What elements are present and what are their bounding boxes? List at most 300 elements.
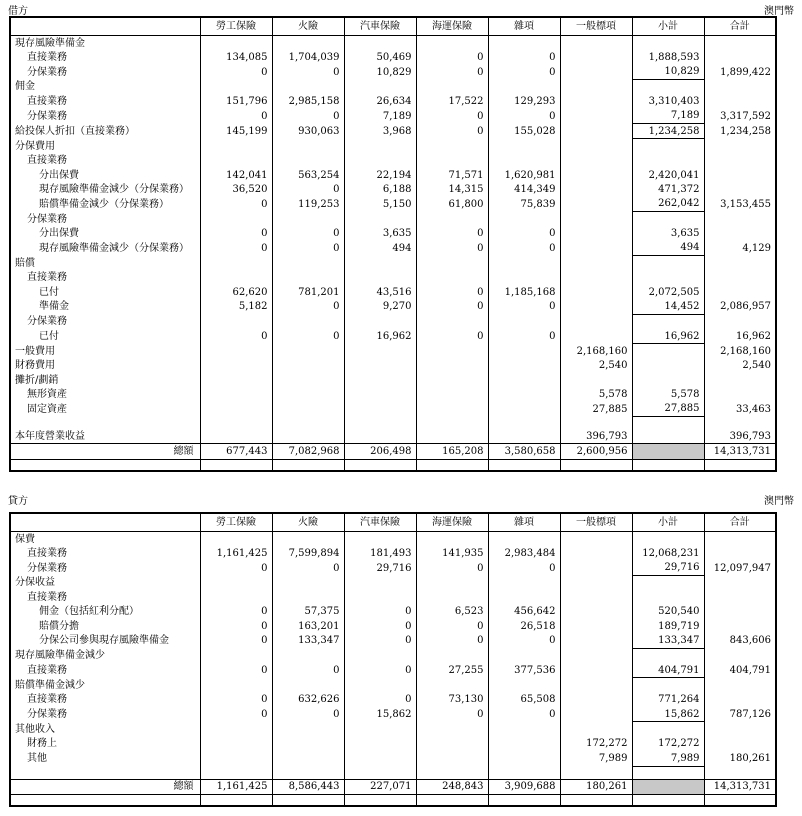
cell-value: [560, 314, 632, 329]
cell-value: [704, 605, 776, 619]
cell-value: [344, 373, 416, 387]
footer-cell: [632, 459, 704, 471]
column-header: 汽車保險: [344, 17, 416, 36]
cell-value: [704, 693, 776, 707]
footer-cell: [560, 794, 632, 806]
cell-value: [272, 751, 344, 766]
cell-value: [488, 576, 560, 591]
footer-cell: [416, 794, 488, 806]
total-value: 3,909,688: [488, 779, 560, 794]
cell-value: [560, 633, 632, 648]
cell-value: [344, 314, 416, 329]
column-header: 火險: [272, 17, 344, 36]
total-row: [10, 779, 776, 794]
cell-value: 0: [272, 109, 344, 124]
cell-value: 0: [488, 329, 560, 344]
cell-value: [560, 80, 632, 95]
cell-value: 119,253: [272, 197, 344, 212]
total-value: 14,313,731: [704, 444, 776, 459]
cell-value: 29,716: [344, 561, 416, 576]
cell-value: [560, 109, 632, 124]
cell-value: 3,153,455: [704, 197, 776, 212]
cell-value: [704, 387, 776, 401]
cell-value: 2,540: [704, 359, 776, 373]
header-blank: [10, 17, 200, 36]
table-row: [10, 722, 776, 737]
cell-value: 12,097,947: [704, 561, 776, 576]
cell-value: 7,989: [632, 751, 704, 766]
cell-value: 129,293: [488, 94, 560, 108]
cell-value: [200, 154, 272, 168]
row-label: 分保業務: [27, 66, 67, 78]
row-label: 財務上: [27, 738, 57, 750]
section-header: [0, 490, 802, 506]
total-value: [632, 444, 704, 459]
cell-value: [344, 429, 416, 444]
cell-value: [704, 373, 776, 387]
cell-value: [704, 271, 776, 285]
cell-value: 15,862: [632, 707, 704, 722]
cell-value: [560, 416, 632, 429]
cell-value: [344, 36, 416, 51]
cell-value: [272, 80, 344, 95]
cell-value: [200, 722, 272, 737]
footer-row: [10, 459, 776, 471]
cell-value: [704, 648, 776, 663]
cell-value: 0: [416, 50, 488, 64]
cell-value: [200, 532, 272, 547]
table-row: [10, 139, 776, 154]
cell-value: 404,791: [704, 663, 776, 678]
cell-value: 0: [488, 226, 560, 240]
cell-value: [272, 429, 344, 444]
cell-value: [488, 402, 560, 417]
row-label: 直接業務: [27, 96, 67, 108]
row-label: 分保收益: [15, 577, 55, 589]
cell-value: 0: [272, 241, 344, 256]
row-label: 佣金: [15, 81, 35, 93]
cell-value: [632, 36, 704, 51]
row-label: 其他收入: [15, 723, 55, 735]
cell-value: [416, 80, 488, 95]
cell-value: [704, 722, 776, 737]
total-value: 3,580,658: [488, 444, 560, 459]
cell-value: [200, 387, 272, 401]
row-label: [10, 766, 200, 779]
cell-value: 0: [200, 241, 272, 256]
cell-value: 155,028: [488, 124, 560, 139]
cell-value: [416, 648, 488, 663]
cell-value: [704, 416, 776, 429]
cell-value: [704, 256, 776, 271]
cell-value: [704, 532, 776, 547]
row-label: 直接業務: [27, 665, 67, 677]
row-label: 財務費用: [15, 360, 55, 372]
section-title: 借方: [8, 6, 28, 17]
cell-value: [560, 94, 632, 108]
cell-value: 2,168,160: [704, 344, 776, 359]
footer-cell: [632, 794, 704, 806]
cell-value: [272, 766, 344, 779]
cell-value: 17,522: [416, 94, 488, 108]
cell-value: 2,086,957: [704, 299, 776, 314]
cell-value: 3,310,403: [632, 94, 704, 108]
total-value: 1,161,425: [200, 779, 272, 794]
cell-value: 16,962: [344, 329, 416, 344]
cell-value: 0: [200, 561, 272, 576]
credit-section: [0, 490, 802, 793]
cell-value: 0: [272, 65, 344, 80]
row-label: 已付: [39, 286, 59, 298]
footer-cell: [344, 794, 416, 806]
column-header: 雜項: [488, 513, 560, 532]
table-row: [10, 737, 776, 751]
table-row: [10, 124, 776, 139]
cell-value: [704, 80, 776, 95]
cell-value: [560, 329, 632, 344]
total-value: 14,313,731: [704, 779, 776, 794]
cell-value: 15,862: [344, 707, 416, 722]
table-row: [10, 256, 776, 271]
cell-value: [632, 359, 704, 373]
total-value: 248,843: [416, 779, 488, 794]
cell-value: [272, 359, 344, 373]
cell-value: [272, 387, 344, 401]
cell-value: 0: [344, 619, 416, 633]
cell-value: [488, 36, 560, 51]
row-label: 直接業務: [27, 592, 67, 604]
cell-value: 396,793: [560, 429, 632, 444]
row-label: 攤折/劃銷: [15, 374, 59, 386]
cell-value: [560, 65, 632, 80]
cell-value: [272, 722, 344, 737]
table-row: [10, 619, 776, 633]
row-label: 保費: [15, 533, 35, 545]
cell-value: [272, 212, 344, 227]
row-label: 分保業務: [27, 562, 67, 574]
footer-cell: [344, 459, 416, 471]
cell-value: [704, 94, 776, 108]
cell-value: [632, 139, 704, 154]
cell-value: 0: [200, 663, 272, 678]
cell-value: [488, 139, 560, 154]
cell-value: 141,935: [416, 546, 488, 560]
cell-value: [560, 197, 632, 212]
cell-value: [416, 678, 488, 693]
cell-value: 2,540: [560, 359, 632, 373]
cell-value: [560, 154, 632, 168]
cell-value: [416, 154, 488, 168]
cell-value: [200, 590, 272, 604]
cell-value: [488, 416, 560, 429]
cell-value: 26,518: [488, 619, 560, 633]
total-value: 180,261: [560, 779, 632, 794]
cell-value: [560, 299, 632, 314]
table-row: [10, 154, 776, 168]
table-row: [10, 416, 776, 429]
cell-value: [344, 402, 416, 417]
cell-value: [560, 693, 632, 707]
total-label: 總額: [10, 444, 200, 459]
table-row: [10, 212, 776, 227]
table-row: [10, 532, 776, 547]
cell-value: [632, 429, 704, 444]
cell-value: [200, 271, 272, 285]
row-label: 直接業務: [27, 272, 67, 284]
cell-value: 414,349: [488, 182, 560, 196]
cell-value: 494: [632, 241, 704, 256]
cell-value: [560, 722, 632, 737]
column-header: 合計: [704, 513, 776, 532]
cell-value: [560, 271, 632, 285]
cell-value: [488, 373, 560, 387]
cell-value: [488, 722, 560, 737]
cell-value: 4,129: [704, 241, 776, 256]
cell-value: 404,791: [632, 663, 704, 678]
cell-value: [200, 678, 272, 693]
cell-value: 0: [488, 561, 560, 576]
cell-value: [272, 532, 344, 547]
cell-value: 2,983,484: [488, 546, 560, 560]
table-row: [10, 663, 776, 678]
row-label: 賠償準備金減少（分保業務）: [39, 198, 169, 210]
cell-value: 0: [200, 226, 272, 240]
row-label: 分保業務: [27, 709, 67, 721]
cell-value: [272, 648, 344, 663]
cell-value: 1,899,422: [704, 65, 776, 80]
cell-value: [488, 678, 560, 693]
cell-value: [416, 212, 488, 227]
cell-value: 134,085: [200, 50, 272, 64]
cell-value: 2,072,505: [632, 285, 704, 299]
table-row: [10, 299, 776, 314]
cell-value: 396,793: [704, 429, 776, 444]
cell-value: 2,420,041: [632, 168, 704, 182]
cell-value: [344, 678, 416, 693]
cell-value: [560, 766, 632, 779]
cell-value: [488, 344, 560, 359]
cell-value: 1,161,425: [200, 546, 272, 560]
total-value: [632, 779, 704, 794]
cell-value: [272, 373, 344, 387]
cell-value: [560, 285, 632, 299]
cell-value: 0: [272, 299, 344, 314]
cell-value: [704, 285, 776, 299]
cell-value: [488, 256, 560, 271]
cell-value: [344, 576, 416, 591]
cell-value: 43,516: [344, 285, 416, 299]
cell-value: 781,201: [272, 285, 344, 299]
cell-value: [344, 590, 416, 604]
cell-value: 14,452: [632, 299, 704, 314]
cell-value: 163,201: [272, 619, 344, 633]
cell-value: 456,642: [488, 605, 560, 619]
cell-value: 1,234,258: [704, 124, 776, 139]
cell-value: [632, 344, 704, 359]
cell-value: [704, 226, 776, 240]
cell-value: [272, 314, 344, 329]
cell-value: [704, 182, 776, 196]
footer-cell: [10, 794, 200, 806]
cell-value: [632, 154, 704, 168]
row-label: 無形資產: [27, 388, 67, 400]
cell-value: 0: [272, 663, 344, 678]
total-row: [10, 444, 776, 459]
cell-value: [560, 373, 632, 387]
cell-value: [344, 387, 416, 401]
column-header: 海運保險: [416, 17, 488, 36]
cell-value: 36,520: [200, 182, 272, 196]
cell-value: 520,540: [632, 605, 704, 619]
cell-value: [560, 663, 632, 678]
cell-value: [272, 416, 344, 429]
cell-value: [344, 80, 416, 95]
column-header: 勞工保險: [200, 513, 272, 532]
section-header: [0, 0, 802, 16]
cell-value: [560, 590, 632, 604]
cell-value: [488, 359, 560, 373]
currency-label: 澳門幣: [764, 496, 794, 507]
cell-value: [200, 766, 272, 779]
cell-value: 0: [416, 633, 488, 648]
cell-value: [416, 766, 488, 779]
cell-value: [632, 256, 704, 271]
table-row: [10, 241, 776, 256]
footer-cell: [704, 459, 776, 471]
cell-value: [200, 429, 272, 444]
row-label: 直接業務: [27, 52, 67, 64]
cell-value: [560, 226, 632, 240]
cell-value: 0: [200, 633, 272, 648]
cell-value: [416, 590, 488, 604]
row-label: 分出保費: [39, 228, 79, 240]
cell-value: [488, 590, 560, 604]
row-label: 分保業務: [27, 110, 67, 122]
cell-value: 3,635: [632, 226, 704, 240]
cell-value: 0: [416, 65, 488, 80]
cell-value: 0: [272, 226, 344, 240]
cell-value: [200, 402, 272, 417]
cell-value: 50,469: [344, 50, 416, 64]
cell-value: 3,968: [344, 124, 416, 139]
cell-value: 189,719: [632, 619, 704, 633]
cell-value: 7,989: [560, 751, 632, 766]
cell-value: [632, 416, 704, 429]
footer-cell: [560, 459, 632, 471]
cell-value: 22,194: [344, 168, 416, 182]
row-label: 現存風險準備金減少（分保業務）: [39, 242, 189, 254]
cell-value: [488, 80, 560, 95]
total-value: 165,208: [416, 444, 488, 459]
cell-value: 0: [416, 241, 488, 256]
row-label: 固定資產: [27, 403, 67, 415]
cell-value: 133,347: [632, 633, 704, 648]
cell-value: 0: [416, 124, 488, 139]
cell-value: [344, 139, 416, 154]
cell-value: 12,068,231: [632, 546, 704, 560]
cell-value: 1,704,039: [272, 50, 344, 64]
cell-value: 0: [416, 707, 488, 722]
cell-value: [488, 532, 560, 547]
column-header: 海運保險: [416, 513, 488, 532]
footer-cell: [200, 459, 272, 471]
cell-value: [416, 36, 488, 51]
cell-value: 73,130: [416, 693, 488, 707]
cell-value: [200, 737, 272, 751]
cell-value: 5,182: [200, 299, 272, 314]
cell-value: 6,523: [416, 605, 488, 619]
cell-value: [416, 256, 488, 271]
cell-value: 62,620: [200, 285, 272, 299]
cell-value: [632, 373, 704, 387]
table-row: [10, 36, 776, 51]
cell-value: 930,063: [272, 124, 344, 139]
cell-value: [344, 154, 416, 168]
cell-value: [416, 429, 488, 444]
cell-value: 16,962: [704, 329, 776, 344]
cell-value: 0: [272, 561, 344, 576]
cell-value: [704, 139, 776, 154]
cell-value: 61,800: [416, 197, 488, 212]
cell-value: [272, 154, 344, 168]
table-row: [10, 285, 776, 299]
row-label: 本年度營業收益: [15, 430, 85, 442]
cell-value: 843,606: [704, 633, 776, 648]
cell-value: [488, 648, 560, 663]
header-row: [10, 513, 776, 532]
footer-row: [10, 794, 776, 806]
table-row: [10, 271, 776, 285]
table-row: [10, 168, 776, 182]
table-row: [10, 576, 776, 591]
cell-value: 262,042: [632, 197, 704, 212]
footer-cell: [272, 459, 344, 471]
cell-value: 0: [416, 619, 488, 633]
table-row: [10, 65, 776, 80]
table-row: [10, 373, 776, 387]
cell-value: [560, 532, 632, 547]
cell-value: 563,254: [272, 168, 344, 182]
cell-value: [560, 168, 632, 182]
table-row: [10, 546, 776, 560]
cell-value: 0: [488, 299, 560, 314]
cell-value: [416, 751, 488, 766]
cell-value: [704, 576, 776, 591]
row-label: 分出保費: [39, 169, 79, 181]
cell-value: [560, 561, 632, 576]
cell-value: 33,463: [704, 402, 776, 417]
cell-value: [560, 576, 632, 591]
cell-value: [344, 648, 416, 663]
cell-value: [704, 737, 776, 751]
table-row: [10, 402, 776, 417]
cell-value: [704, 678, 776, 693]
cell-value: 181,493: [344, 546, 416, 560]
cell-value: [488, 766, 560, 779]
cell-value: [344, 416, 416, 429]
column-header: 一般標項: [560, 513, 632, 532]
row-label: 直接業務: [27, 548, 67, 560]
cell-value: [488, 387, 560, 401]
cell-value: [560, 546, 632, 560]
cell-value: 172,272: [560, 737, 632, 751]
cell-value: 27,885: [632, 402, 704, 417]
cell-value: [488, 271, 560, 285]
cell-value: 14,315: [416, 182, 488, 196]
cell-value: [704, 168, 776, 182]
cell-value: 3,317,592: [704, 109, 776, 124]
total-value: 2,600,956: [560, 444, 632, 459]
